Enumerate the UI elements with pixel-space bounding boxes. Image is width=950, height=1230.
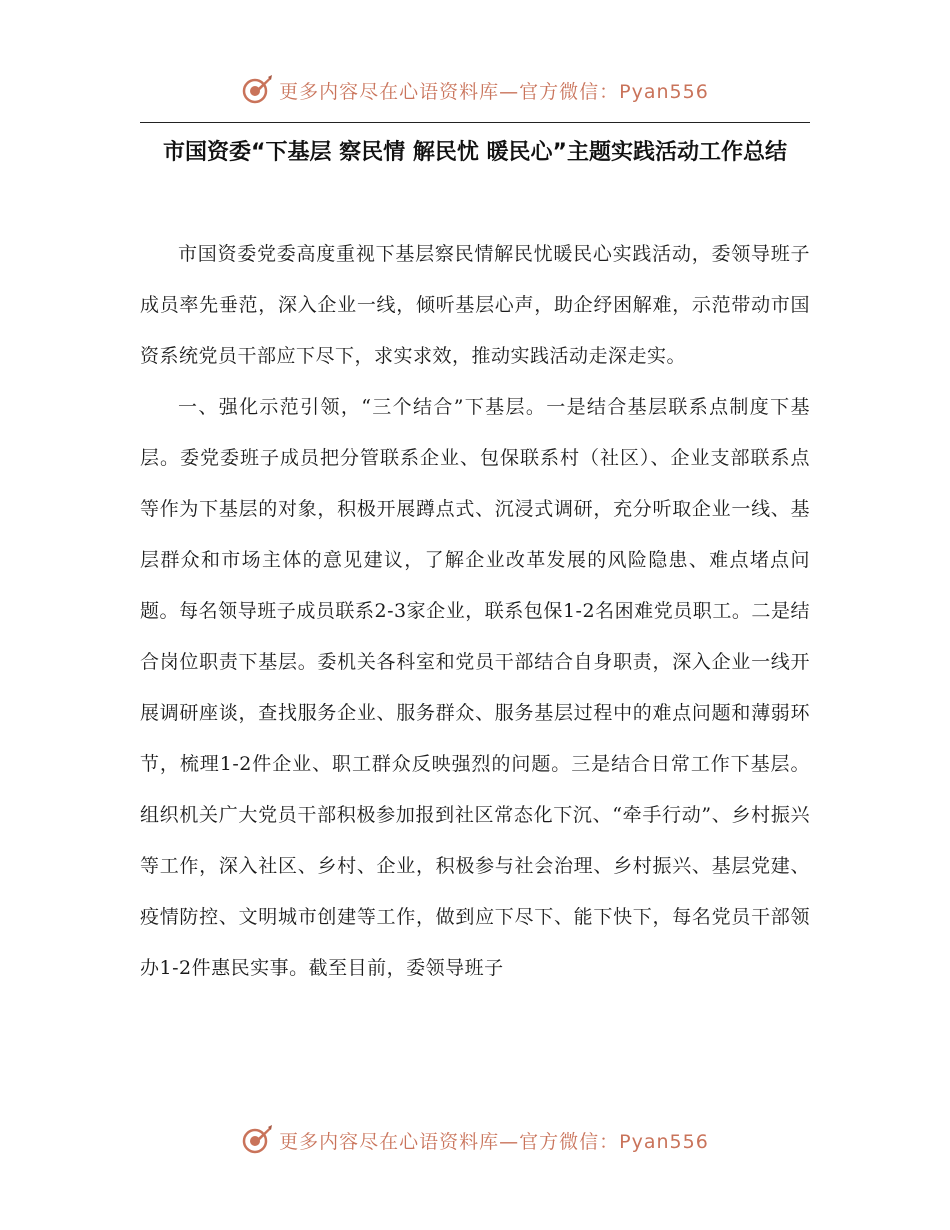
intro-paragraph: 市国资委党委高度重视下基层察民情解民忧暖民心实践活动，委领导班子成员率先垂范，深入企业一线，倾听基层心声，助企纾困解难，示范带动市国资系统党员干部应下尽下，求实求效，推动实践活动走深走实。 [140,243,810,367]
pen-seal-logo-icon [241,74,273,106]
header-divider [140,122,810,123]
section-one-paragraph: 一、强化示范引领，“三个结合”下基层。一是结合基层联系点制度下基层。委党委班子成员把分管联系企业、包保联系村（社区）、企业支部联系点等作为下基层的对象，积极开展蹲点式、沉浸式调研，充分听取企业一线、基层群众和市场主体的意见建议，了解企业改革发展的风险隐患、难点堵点问题。每名领导班子成员联系2-3家企业，联系包保1-2名困难党员职工。二是结合岗位职责下基层。委机关各科室和党员干部结合自身职责，深入企业一线开展调研座谈，查找服务企业、服务群众、服务基层过程中的难点问题和薄弱环节，梳理1-2件企业、职工群众反映强烈的问题。三是结合日常工作下基层。组织机关广大党员干部积极参加报到社区常态化下沉、“牵手行动”、乡村振兴等工作，深入社区、乡村、企业，积极参与社会治理、乡村振兴、基层党建、疫情防控、文明城市创建等工作，做到应下尽下、能下快下，每名党员干部领办1-2件惠民实事。截至目前，委领导班子 [140,396,810,979]
footer-banner [0,1120,950,1160]
document-body [140,229,810,994]
header-banner [0,70,950,110]
pen-seal-logo-icon [241,1124,273,1156]
header-banner-text: 更多内容尽在心语资料库—官方微信：Pyan556 [279,80,709,103]
footer-banner-text: 更多内容尽在心语资料库—官方微信：Pyan556 [279,1130,709,1153]
document-title: 市国资委“下基层 察民情 解民忧 暖民心”主题实践活动工作总结 [163,140,787,165]
